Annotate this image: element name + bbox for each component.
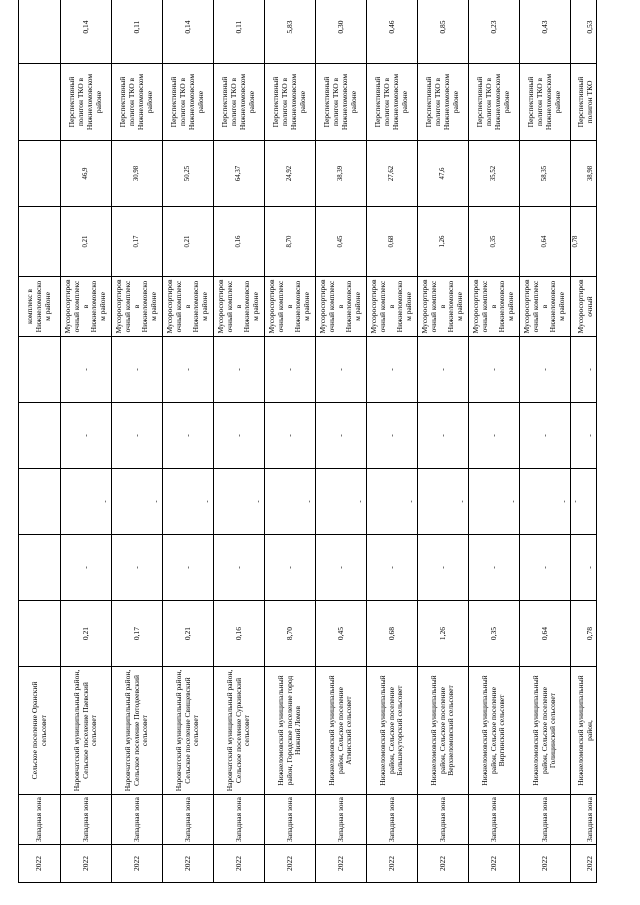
cell-c11: 47,6 [418,141,469,207]
cell-c12: Перспективный полигон ТКО в Нижнеломовском районе [367,64,418,141]
cell-c10: 0,64 [520,207,571,277]
cell-c4: 0,68 [367,601,418,667]
cell-c7: - [214,403,265,469]
cell-c9: Мусоросортировочный комплекс в Нижнеломовском районе [214,277,265,337]
cell-c10: 1,26 [418,207,469,277]
cell-c6: - [112,469,163,535]
table-row [61,0,112,883]
cell-zone: Западная зона [316,795,367,845]
data-table [18,0,597,883]
cell-c10: 0,35 [469,207,520,277]
cell-zone: Западная зона [61,795,112,845]
cell-zone: Западная зона [265,795,316,845]
table-row [214,0,265,883]
cell-c8: - [214,337,265,403]
cell-c12: Перспективный полигон ТКО в Нижнеломовском районе [61,64,112,141]
cell-c4: 0,21 [61,601,112,667]
cell-c9: Мусоросортировочный комплекс в Нижнеломовском районе [112,277,163,337]
cell-c7: - [61,403,112,469]
cell-c6: - [61,469,112,535]
cell-c11: 38,39 [316,141,367,207]
cell-c11: 35,52 [469,141,520,207]
cell-c9: Мусоросортировочный комплекс в Нижнеломовском районе [367,277,418,337]
cell-c6: - [469,469,520,535]
cell-c10: 0,68 [367,207,418,277]
cell-c8: - [112,337,163,403]
cell-c10: 0,16 [214,207,265,277]
cell-c13: 0,85 [418,0,469,64]
cell-c12: Перспективный полигон ТКО в Нижнеломовском районе [469,64,520,141]
cell-c7: - [571,403,597,469]
cell-zone: Западная зона [418,795,469,845]
cell-zone: Западная зона [214,795,265,845]
cell-c12: Перспективный полигон ТКО в Нижнеломовском районе [418,64,469,141]
table-row [367,0,418,883]
cell-c10: 0,45 [316,207,367,277]
cell-c6: - [265,469,316,535]
cell-c5: - [163,535,214,601]
cell-c7: - [112,403,163,469]
cell-c12: Перспективный полигон ТКО в Нижнеломовском районе [265,64,316,141]
table-row [520,0,571,883]
cell-c7: - [418,403,469,469]
cell-municipality: Нижнеломовский муниципальный район, Сельское поселение Верхнеломовский сельсовет [418,667,469,795]
table-row [316,0,367,883]
cell-c9: Мусоросортировочный комплекс в Нижнеломовском районе [418,277,469,337]
cell-c13: 0,14 [61,0,112,64]
cell-c8 [19,337,61,403]
cell-c6: - [214,469,265,535]
cell-c13: 0,53 [571,0,597,64]
table-row [265,0,316,883]
cell-c10: 8,70 [265,207,316,277]
cell-c4: 0,35 [469,601,520,667]
cell-c10: 0,21 [163,207,214,277]
cell-municipality: Наровчатский муниципальный район, Сельское поселение Свищевский сельсовет [163,667,214,795]
cell-municipality: Сельское поселение Оранский сельсовет [19,667,61,795]
table-row [469,0,520,883]
cell-municipality: Наровчатский муниципальный район, Сельское поселение Потодеевский сельсовет [112,667,163,795]
cell-c8: - [418,337,469,403]
cell-c8: - [367,337,418,403]
cell-c5 [19,535,61,601]
cell-c5: - [61,535,112,601]
cell-c5: - [418,535,469,601]
cell-year: 2022 [61,845,112,883]
table-row [418,0,469,883]
cell-c13: 0,11 [214,0,265,64]
cell-c6: - [418,469,469,535]
cell-c7: - [163,403,214,469]
cell-municipality: Наровчатский муниципальный район, Сельское поселение Суркинский сельсовет [214,667,265,795]
cell-c9: комплекс в Нижнеломовском районе [19,277,61,337]
cell-c9: Мусоросортировочный комплекс в Нижнеломовском районе [469,277,520,337]
cell-c9: Мусоросортировочный комплекс в Нижнеломовском районе [265,277,316,337]
cell-c11: 58,35 [520,141,571,207]
cell-municipality: Нижнеломовский муниципальный район, Сельское поселение Голицинский сельсовет [520,667,571,795]
cell-municipality: Нижнеломовский муниципальный район, Городское поселение город Нижний Ломов [265,667,316,795]
cell-c8: - [163,337,214,403]
cell-c13: 0,43 [520,0,571,64]
cell-c4: 0,45 [316,601,367,667]
cell-c8: - [571,337,597,403]
cell-c12 [19,64,61,141]
cell-c11: 46,9 [61,141,112,207]
cell-zone: Западная зона [469,795,520,845]
cell-year: 2022 [112,845,163,883]
cell-c9: Мусоросортировочный комплекс в Нижнеломовском районе [61,277,112,337]
cell-c7: - [367,403,418,469]
cell-zone: Западная зона [367,795,418,845]
cell-c6 [19,469,61,535]
cell-c10: 0,78 [571,207,597,277]
cell-c5: - [265,535,316,601]
table-row [112,0,163,883]
cell-c13: 5,83 [265,0,316,64]
cell-c5: - [214,535,265,601]
cell-c11: 64,37 [214,141,265,207]
cell-c4: 0,16 [214,601,265,667]
cell-c12: Перспективный полигон ТКО в Нижнеломовском районе [520,64,571,141]
cell-c11: 50,25 [163,141,214,207]
cell-c12: Перспективный полигон ТКО в Нижнеломовском районе [112,64,163,141]
cell-c13: 0,23 [469,0,520,64]
cell-year: 2022 [19,845,61,883]
cell-c13: 0,46 [367,0,418,64]
cell-c7: - [520,403,571,469]
cell-c6: - [571,469,597,535]
cell-zone: Западная зона [163,795,214,845]
cell-c10: 0,21 [61,207,112,277]
cell-c7: - [265,403,316,469]
cell-year: 2022 [520,845,571,883]
cell-year: 2022 [367,845,418,883]
cell-c5: - [112,535,163,601]
cell-c4: 8,70 [265,601,316,667]
cell-c6: - [163,469,214,535]
cell-c9: Мусоросортировочный [571,277,597,337]
cell-c7 [19,403,61,469]
cell-year: 2022 [214,845,265,883]
table-row [571,0,597,883]
cell-c5: - [316,535,367,601]
cell-c7: - [469,403,520,469]
cell-c13: 0,11 [112,0,163,64]
cell-c12: Перспективный полигон ТКО в Нижнеломовском районе [163,64,214,141]
cell-year: 2022 [163,845,214,883]
cell-c8: - [520,337,571,403]
table-row [163,0,214,883]
cell-year: 2022 [469,845,520,883]
cell-c5: - [367,535,418,601]
cell-zone: Западная зона [571,795,597,845]
cell-zone: Западная зона [520,795,571,845]
cell-c12: Перспективный полигон ТКО в Нижнеломовском районе [316,64,367,141]
cell-c4: 0,78 [571,601,597,667]
cell-c13: 0,14 [163,0,214,64]
cell-c9: Мусоросортировочный комплекс в Нижнеломовском районе [520,277,571,337]
cell-c11 [19,141,61,207]
cell-zone: Западная зона [19,795,61,845]
cell-c4: 0,17 [112,601,163,667]
cell-c10: 0,17 [112,207,163,277]
cell-year: 2022 [316,845,367,883]
cell-c4: 1,26 [418,601,469,667]
cell-year: 2022 [265,845,316,883]
cell-c9: Мусоросортировочный комплекс в Нижнеломовском районе [163,277,214,337]
cell-c13: 0,30 [316,0,367,64]
cell-c9: Мусоросортировочный комплекс в Нижнеломовском районе [316,277,367,337]
cell-c11: 24,92 [265,141,316,207]
cell-c11: 38,98 [571,141,597,207]
cell-municipality: Нижнеломовский муниципальный район, Сельское поселение Большекуторский сельсовет [367,667,418,795]
cell-c10 [19,207,61,277]
cell-c6: - [367,469,418,535]
cell-c4: 0,21 [163,601,214,667]
cell-municipality: Наровчатский муниципальный район, Сельское поселение Паевский сельсовет [61,667,112,795]
cell-c8: - [61,337,112,403]
cell-c11: 27,62 [367,141,418,207]
cell-c8: - [469,337,520,403]
cell-c13 [19,0,61,64]
cell-c4: 0,64 [520,601,571,667]
cell-municipality: Нижнеломовский муниципальный район, Сельское поселение Атмисский сельсовет [316,667,367,795]
cell-c6: - [316,469,367,535]
cell-c5: - [520,535,571,601]
cell-c8: - [265,337,316,403]
cell-c7: - [316,403,367,469]
cell-c8: - [316,337,367,403]
cell-c5: - [571,535,597,601]
cell-c11: 30,98 [112,141,163,207]
cell-municipality: Нижнеломовский муниципальный район, Сельское поселение Виргинский сельсовет [469,667,520,795]
table-row [19,0,61,883]
cell-municipality: Нижнеломовский муниципальный район, [571,667,597,795]
cell-c12: Перспективный полигон ТКО [571,64,597,141]
cell-zone: Западная зона [112,795,163,845]
cell-year: 2022 [571,845,597,883]
cell-c12: Перспективный полигон ТКО в Нижнеломовском районе [214,64,265,141]
cell-c5: - [469,535,520,601]
cell-c6: - [520,469,571,535]
cell-c4 [19,601,61,667]
cell-year: 2022 [418,845,469,883]
